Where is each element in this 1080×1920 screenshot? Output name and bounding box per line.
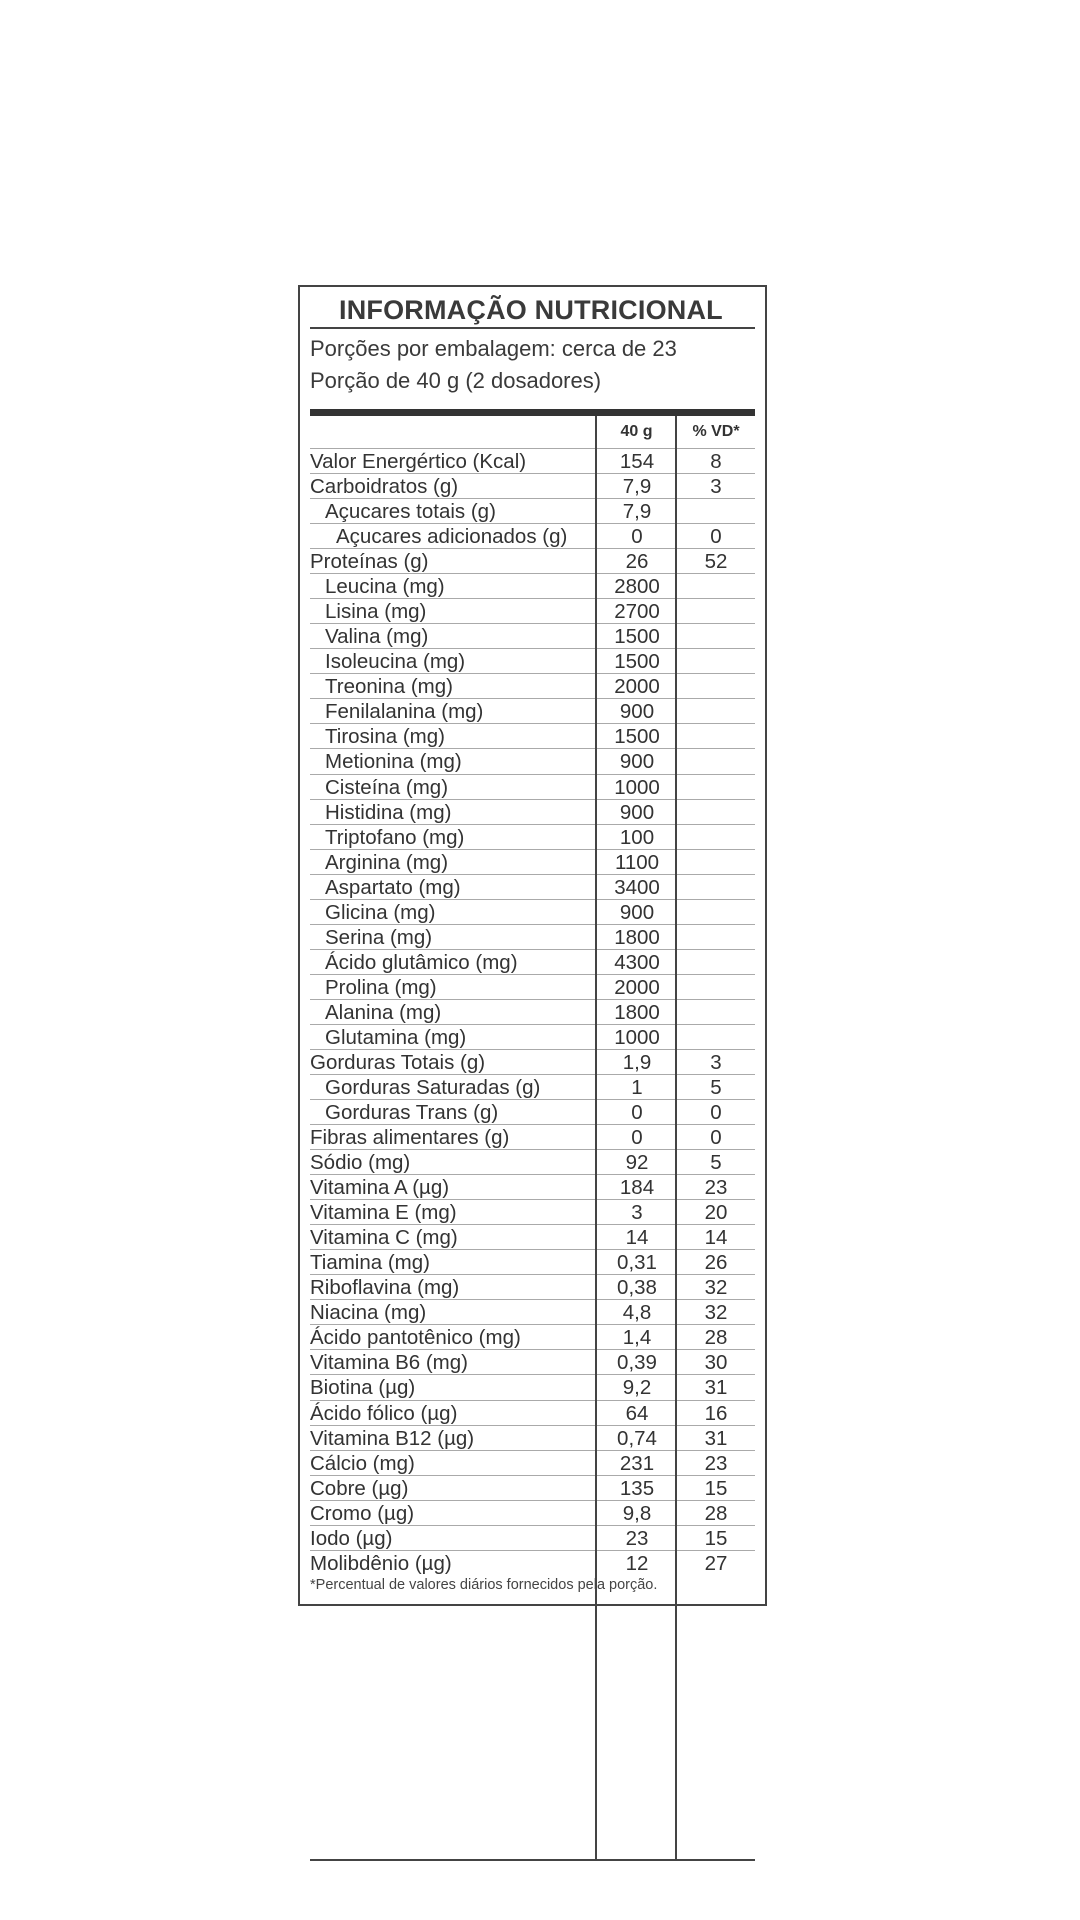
nutrient-amount: 2000	[614, 675, 660, 699]
nutrient-dv: 15	[704, 1526, 728, 1550]
nutrient-row	[310, 1099, 755, 1125]
nutrient-name: Vitamina C (mg)	[310, 1226, 458, 1250]
nutrient-name: Glutamina (mg)	[325, 1025, 467, 1049]
nutrient-row	[310, 1024, 755, 1050]
nutrient-name: Ácido glutâmico (mg)	[325, 950, 518, 974]
nutrient-row	[310, 1074, 755, 1100]
nutrient-dv: 20	[704, 1201, 728, 1225]
nutrient-row	[310, 974, 755, 1000]
nutrient-name: Ácido pantotênico (mg)	[310, 1326, 521, 1350]
nutrient-name: Cobre (µg)	[310, 1476, 409, 1500]
nutrient-name: Ácido fólico (µg)	[310, 1401, 458, 1425]
nutrient-name: Tirosina (mg)	[325, 725, 445, 749]
nutrient-amount: 9,2	[622, 1376, 652, 1400]
nutrient-name: Molibdênio (µg)	[310, 1551, 452, 1575]
column-header-dv: % VD*	[692, 423, 740, 440]
nutrient-row	[310, 473, 755, 499]
nutrient-row	[310, 1425, 755, 1451]
nutrient-dv: 23	[704, 1176, 728, 1200]
nutrient-row	[310, 1224, 755, 1250]
nutrient-name: Niacina (mg)	[310, 1301, 427, 1325]
nutrient-name: Gorduras Totais (g)	[310, 1050, 486, 1074]
nutrient-amount: 0,39	[617, 1351, 657, 1375]
servings-per-package: Porções por embalagem: cerca de 23	[310, 336, 677, 361]
nutrient-row	[310, 673, 755, 699]
nutrient-row	[310, 1374, 755, 1400]
nutrient-dv: 0	[710, 1101, 722, 1125]
nutrient-amount: 1,4	[622, 1326, 652, 1350]
column-header	[300, 416, 765, 448]
nutrient-row	[310, 849, 755, 875]
nutrient-amount: 900	[619, 800, 655, 824]
nutrient-row	[310, 799, 755, 825]
nutrient-dv: 32	[704, 1276, 728, 1300]
nutrient-name: Fenilalanina (mg)	[325, 700, 484, 724]
nutrient-name: Leucina (mg)	[325, 575, 445, 599]
nutrient-row	[310, 498, 755, 524]
nutrient-dv: 3	[710, 1050, 722, 1074]
nutrient-row	[310, 1274, 755, 1300]
nutrient-dv: 52	[704, 550, 728, 574]
nutrient-name: Cisteína (mg)	[325, 775, 449, 799]
nutrient-amount: 0	[631, 1101, 643, 1125]
column-divider	[595, 416, 597, 1859]
nutrient-amount: 1100	[614, 850, 660, 874]
bottom-divider	[310, 1859, 755, 1861]
nutrient-name: Treonina (mg)	[325, 675, 453, 699]
nutrient-name: Cromo (µg)	[310, 1501, 415, 1525]
nutrient-amount: 64	[625, 1401, 649, 1425]
nutrient-amount: 7,9	[622, 500, 652, 524]
nutrient-name: Sódio (mg)	[310, 1151, 411, 1175]
nutrient-row	[310, 1324, 755, 1350]
nutrient-row	[310, 1525, 755, 1551]
nutrient-amount: 7,9	[622, 475, 652, 499]
nutrient-name: Gorduras Saturadas (g)	[325, 1076, 541, 1099]
nutrient-row	[310, 874, 755, 900]
nutrient-name: Valina (mg)	[325, 625, 429, 649]
nutrient-name: Vitamina B12 (µg)	[310, 1426, 475, 1450]
nutrient-amount: 1000	[614, 1025, 660, 1049]
nutrient-amount: 0,74	[617, 1426, 657, 1450]
nutrient-name: Glicina (mg)	[325, 900, 436, 924]
nutrient-amount: 26	[625, 550, 649, 574]
nutrient-amount: 0,31	[617, 1251, 657, 1275]
nutrient-name: Vitamina A (µg)	[310, 1176, 450, 1200]
nutrient-name: Alanina (mg)	[325, 1000, 442, 1024]
nutrient-row	[310, 748, 755, 774]
nutrient-row	[310, 1049, 755, 1075]
column-divider	[675, 416, 677, 1859]
nutrient-amount: 92	[625, 1151, 649, 1175]
nutrient-dv: 16	[704, 1401, 728, 1425]
nutrient-amount: 100	[619, 825, 655, 849]
nutrient-name: Biotina (µg)	[310, 1376, 416, 1400]
nutrient-amount: 0	[631, 525, 643, 549]
nutrient-amount: 2800	[614, 575, 660, 599]
nutrient-amount: 4300	[614, 950, 660, 974]
nutrient-row	[310, 573, 755, 599]
nutrient-dv: 5	[710, 1151, 722, 1175]
nutrient-amount: 1500	[614, 625, 660, 649]
nutrient-row	[310, 1174, 755, 1200]
nutrient-dv: 26	[704, 1251, 728, 1275]
nutrient-row	[310, 949, 755, 975]
nutrient-name: Lisina (mg)	[325, 600, 427, 624]
nutrient-row	[310, 1550, 755, 1576]
nutrient-dv: 23	[704, 1451, 728, 1475]
nutrient-name: Aspartato (mg)	[325, 875, 461, 899]
nutrient-amount: 1500	[614, 725, 660, 749]
nutrient-dv: 5	[710, 1076, 722, 1099]
nutrient-name: Açucares adicionados (g)	[336, 525, 568, 549]
nutrient-amount: 3400	[614, 875, 660, 899]
label-title: INFORMAÇÃO NUTRICIONAL	[310, 293, 755, 329]
nutrient-amount: 154	[619, 450, 655, 473]
nutrient-row	[310, 774, 755, 800]
nutrient-dv: 28	[704, 1326, 728, 1350]
nutrient-row	[310, 924, 755, 950]
nutrient-row	[310, 1500, 755, 1526]
nutrient-amount: 135	[619, 1476, 655, 1500]
nutrient-name: Iodo (µg)	[310, 1526, 393, 1550]
nutrient-amount: 1500	[614, 650, 660, 674]
nutrient-row	[310, 1400, 755, 1426]
nutrient-amount: 2000	[614, 975, 660, 999]
nutrient-row	[310, 548, 755, 574]
nutrient-row	[310, 1149, 755, 1175]
nutrient-row	[310, 598, 755, 624]
nutrient-name: Cálcio (mg)	[310, 1451, 415, 1475]
nutrient-amount: 4,8	[622, 1301, 652, 1325]
nutrient-dv: 15	[704, 1476, 728, 1500]
nutrient-amount: 1000	[614, 775, 660, 799]
serving-size: Porção de 40 g (2 dosadores)	[310, 368, 602, 393]
nutrient-dv: 0	[710, 525, 722, 549]
nutrient-dv: 30	[704, 1351, 728, 1375]
nutrient-name: Vitamina E (mg)	[310, 1201, 457, 1225]
nutrient-amount: 1800	[614, 925, 660, 949]
nutrient-amount: 14	[625, 1226, 649, 1250]
nutrient-name: Riboflavina (mg)	[310, 1276, 460, 1300]
nutrient-row	[310, 648, 755, 674]
column-header-amount: 40 g	[620, 423, 653, 440]
nutrient-row	[310, 1249, 755, 1275]
nutrient-amount: 3	[631, 1201, 643, 1225]
nutrient-amount: 23	[625, 1526, 649, 1550]
nutrient-row	[310, 448, 755, 474]
nutrient-row	[310, 1299, 755, 1325]
nutrient-row	[310, 1475, 755, 1501]
nutrient-amount: 1	[631, 1076, 643, 1099]
nutrient-name: Açucares totais (g)	[325, 500, 496, 524]
nutrient-amount: 0	[631, 1126, 643, 1150]
nutrient-row	[310, 824, 755, 850]
nutrient-dv: 0	[710, 1126, 722, 1150]
nutrient-amount: 1800	[614, 1000, 660, 1024]
nutrient-row	[310, 1124, 755, 1150]
nutrient-name: Metionina (mg)	[325, 750, 462, 774]
nutrient-row	[310, 723, 755, 749]
nutrient-name: Triptofano (mg)	[325, 825, 465, 849]
nutrient-row	[310, 698, 755, 724]
nutrient-amount: 9,8	[622, 1501, 652, 1525]
nutrient-row	[310, 623, 755, 649]
nutrient-name: Valor Energértico (Kcal)	[310, 450, 527, 473]
nutrient-amount: 900	[619, 900, 655, 924]
nutrient-name: Proteínas (g)	[310, 550, 429, 574]
nutrient-row	[310, 1199, 755, 1225]
nutrient-name: Tiamina (mg)	[310, 1251, 430, 1275]
nutrient-name: Carboidratos (g)	[310, 475, 459, 499]
nutrient-name: Prolina (mg)	[325, 975, 437, 999]
nutrient-dv: 31	[704, 1426, 728, 1450]
nutrient-name: Vitamina B6 (mg)	[310, 1351, 468, 1375]
nutrient-amount: 2700	[614, 600, 660, 624]
nutrient-amount: 900	[619, 750, 655, 774]
nutrient-row	[310, 1450, 755, 1476]
nutrient-row	[310, 899, 755, 925]
nutrient-name: Gorduras Trans (g)	[325, 1101, 499, 1125]
nutrient-row	[310, 523, 755, 549]
thick-divider	[310, 409, 755, 416]
nutrition-facts-label	[298, 285, 767, 1606]
nutrient-name: Isoleucina (mg)	[325, 650, 466, 674]
nutrient-amount: 184	[619, 1176, 655, 1200]
nutrient-dv: 28	[704, 1501, 728, 1525]
nutrient-dv: 14	[704, 1226, 728, 1250]
footnote: *Percentual de valores diários fornecidos pela porção.	[310, 1577, 658, 1593]
nutrient-amount: 900	[619, 700, 655, 724]
nutrient-row	[310, 1349, 755, 1375]
nutrient-amount: 231	[619, 1451, 655, 1475]
nutrient-dv: 8	[710, 450, 722, 473]
nutrient-name: Histidina (mg)	[325, 800, 452, 824]
nutrient-name: Fibras alimentares (g)	[310, 1126, 510, 1150]
nutrient-dv: 27	[704, 1551, 728, 1575]
nutrient-row	[310, 999, 755, 1025]
nutrient-amount: 1,9	[622, 1050, 652, 1074]
nutrient-dv: 32	[704, 1301, 728, 1325]
nutrient-amount: 0,38	[617, 1276, 657, 1300]
nutrient-amount: 12	[625, 1551, 649, 1575]
nutrient-dv: 31	[704, 1376, 728, 1400]
nutrient-name: Arginina (mg)	[325, 850, 449, 874]
nutrient-dv: 3	[710, 475, 722, 499]
nutrient-name: Serina (mg)	[325, 925, 433, 949]
